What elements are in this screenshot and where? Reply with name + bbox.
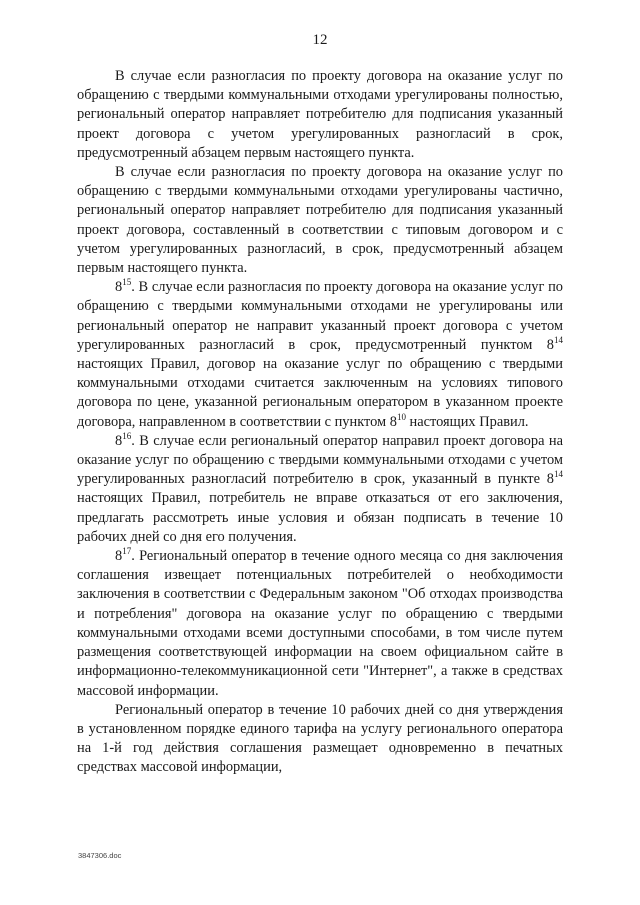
item-number-superscript: 15 [122, 277, 132, 288]
item-number-superscript: 17 [122, 546, 132, 557]
paragraph-text: настоящих Правил, договор на оказание услуг по обращению с твердыми коммунальными отходами считается заключенным на условиях типового договора по цене, указанной региональным оператором в указанном проекте договора, направленном в соответствии с пунктом [77, 356, 563, 430]
paragraph: В случае если разногласия по проекту договора на оказание услуг по обращению с твердыми коммунальными отходами урегулированы частично, региональный оператор направляет потребителю для подписания указанный проект договора, составленный в соответствии с типовым договором и с учетом урегулированных разногласий, в срок, предусмотренный абзацем первым настоящего пункта. [77, 164, 563, 277]
item-number: 8 [115, 279, 123, 296]
item-number-separator: . [131, 279, 139, 296]
item-number: 8 [115, 548, 123, 565]
reference-superscript: 14 [554, 469, 563, 480]
paragraph-item-8-16 [77, 432, 563, 547]
body-text [77, 67, 563, 778]
paragraph-text: В случае если разногласия по проекту договора на оказание услуг по обращению с твердыми коммунальными отходами не урегулированы или региональный оператор не направит указанный проект договора с учетом урегулированных разногласий в срок, предусмотренный пунктом [77, 279, 564, 353]
item-number-separator: . [131, 548, 140, 565]
reference-superscript: 10 [396, 411, 406, 422]
reference-number: 8 [389, 413, 397, 430]
footer-filename: 3847306.doc [78, 851, 122, 860]
paragraph-text: Региональный оператор в течение одного месяца со дня заключения соглашения извещает потенциальных потребителей о необходимости заключения в соответствии с Федеральным законом "Об отходах производства и потребления" договора на оказание услуг по обращению с твердыми коммунальными отходами всеми доступными способами, в том числе путем размещения соответствующей информации на своем официальном сайте в информационно-телекоммуникационной сети "Интернет", а также в средствах массовой информации. [77, 548, 564, 699]
paragraph: Региональный оператор в течение 10 рабочих дней со дня утверждения в установленном порядке единого тарифа на услугу регионального оператора на 1-й год действия соглашения размещает одновременно в печатных средствах массовой информации, [77, 701, 563, 776]
reference-number: 8 [546, 471, 554, 488]
paragraph-text: В случае если региональный оператор направил проект договора на оказание услуг по обращению с твердыми коммунальными отходами с учетом урегулированных разногласий потребителю в срок, указанный в пункте [77, 432, 563, 488]
paragraph-text: настоящих Правил, потребитель не вправе отказаться от его заключения, предлагать рассмотреть иные условия и обязан подписать в течение 10 рабочих дней со дня его получения. [77, 490, 563, 545]
page-number: 12 [312, 32, 328, 48]
paragraph: В случае если разногласия по проекту договора на оказание услуг по обращению с твердыми коммунальными отходами урегулированы полностью, региональный оператор направляет потребителю для подписания указанный проект договора с учетом урегулированных разногласий в срок, предусмотренный абзацем первым настоящего пункта. [77, 68, 563, 161]
paragraph-item-8-17 [77, 547, 563, 701]
item-number-superscript: 16 [122, 430, 132, 441]
item-number-separator: . [131, 432, 140, 449]
item-number: 8 [115, 432, 123, 449]
paragraph-item-8-15 [77, 278, 563, 432]
reference-number: 8 [546, 336, 554, 353]
reference-superscript: 14 [554, 334, 563, 345]
paragraph-text: настоящих Правил. [405, 413, 529, 430]
